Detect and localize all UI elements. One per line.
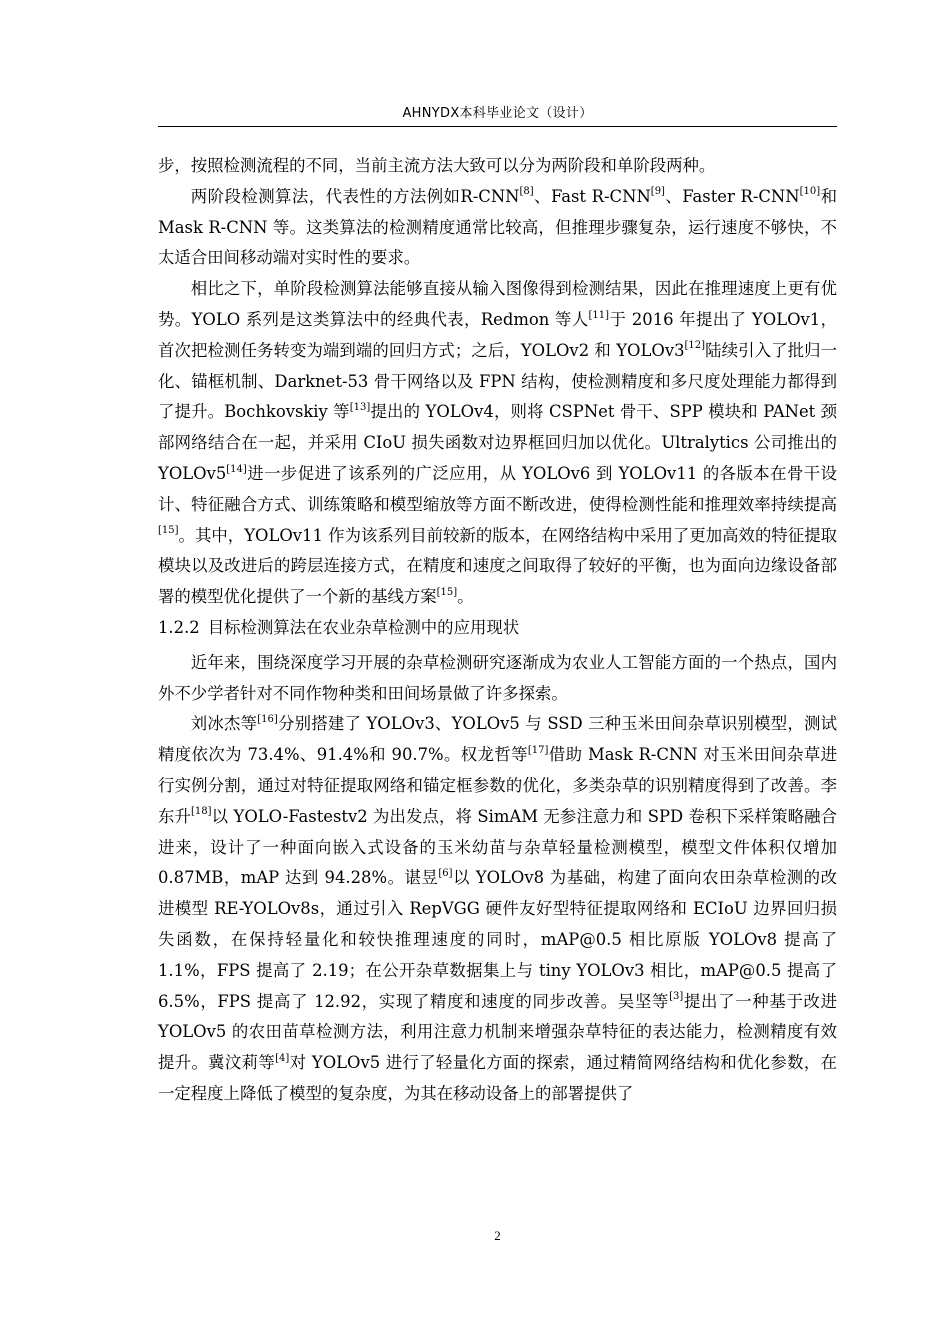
paragraph-text: 借助 Mask R-CNN 对玉米田间杂草进行实例分割，通过对特征提取网络和锚定框参数的优化，多类杂草的识别精度得到了改善。李东升 — [158, 745, 837, 826]
citation: [15] — [436, 586, 458, 598]
citation: [9] — [650, 186, 665, 198]
citation: [8] — [519, 186, 534, 198]
running-header: AHNYDX本科毕业论文（设计） — [402, 106, 593, 121]
paragraph-intro: 近年来，围绕深度学习开展的杂草检测研究逐渐成为农业人工智能方面的一个热点，国内外不少学者针对不同作物种类和田间场景做了许多探索。 — [158, 652, 837, 703]
citation: [4] — [275, 1052, 290, 1064]
citation: [12] — [684, 340, 706, 352]
paragraph-continuation: 步，按照检测流程的不同，当前主流方法大致可以分为两阶段和单阶段两种。 — [158, 156, 716, 175]
citation: [16] — [257, 713, 278, 725]
citation: [18] — [191, 806, 212, 818]
citation: [14] — [226, 463, 247, 475]
paragraph-text: 相比之下，单阶段检测算法能够直接从输入图像得到检测结果，因此在推理速度上更有优势。YOLO 系列是这类算法中的经典代表，Redmon 等人 — [158, 279, 837, 329]
paragraph-related-work — [158, 709, 837, 1109]
citation: [10] — [799, 186, 821, 198]
section-number: 1.2.2 — [158, 617, 200, 637]
paragraph-text: 、Fast R-CNN — [533, 186, 651, 206]
section-title: 目标检测算法在农业杂草检测中的应用现状 — [207, 617, 520, 637]
paragraph-text: 。其中，YOLOv11 作为该系列目前较新的版本，在网络结构中采用了更加高效的特征提取模块以及改进后的跨层连接方式，在精度和速度之间取得了较好的平衡，也为面向边缘设备部署的模型优化提供了一个新的基线方案 — [158, 525, 837, 607]
paragraph-text: 进一步促进了该系列的广泛应用，从 YOLOv6 到 YOLOv11 的各版本在骨干设计、特征融合方式、训练策略和模型缩放等方面不断改进，使得检测性能和推理效率持续提高 — [158, 463, 837, 514]
paragraph-text: 。 — [457, 587, 474, 607]
citation: [17] — [527, 744, 549, 756]
citation: [11] — [588, 309, 610, 321]
paragraph-text: 两阶段检测算法，代表性的方法例如R-CNN — [190, 186, 520, 206]
paragraph-text: 于 2016 年提出了 YOLOv1，首次把检测任务转变为端到端的回归方式；之后，YOLOv2 和 YOLOv3 — [158, 309, 837, 360]
paragraph-text: 以 YOLOv8 为基础，构建了面向农田杂草检测的改进模型 RE-YOLOv8s，通过引入 RepVGG 硬件友好型特征提取网络和 ECIoU 边界回归损失函数，在保持轻量化和较快推理速度的同时，mAP@0.5 相比原版 YOLOv8 提高了 1.1%，FPS 提高了 2.19；在公开杂草数据集上与 tiny YOLOv3 相比，mAP@0.5 提高了 6.5%，FPS 提高了 12.92，实现了精度和速度的同步改善。吴坚等 — [158, 868, 838, 1011]
citation: [15] — [158, 525, 179, 537]
paragraph-text: 、Faster R-CNN — [664, 186, 800, 206]
paragraph-text: 和 Mask R-CNN 等。这类算法的检测精度通常比较高，但推理步骤复杂，运行速度不够快，不太适合田间移动端对实时性的要求。 — [158, 186, 838, 268]
citation: [3] — [669, 991, 684, 1003]
header-rule — [158, 126, 837, 127]
section-heading — [158, 613, 837, 648]
citation: [6] — [438, 867, 453, 879]
paragraph-text: 刘冰杰等 — [190, 714, 258, 734]
paragraph-single-stage — [158, 274, 837, 613]
paragraph-text: 分别搭建了 YOLOv3、YOLOv5 与 SSD 三种玉米田间杂草识别模型，测试精度依次为 73.4%、91.4%和 90.7%。权龙哲等 — [158, 714, 838, 765]
paragraph-text: 陆续引入了批归一化、锚框机制、Darknet-53 骨干网络以及 FPN 结构，使检测精度和多尺度处理能力都得到了提升。Bochkovskiy 等 — [158, 340, 837, 422]
citation: [13] — [349, 401, 371, 413]
paragraph-text: 提出的 YOLOv4，则将 CSPNet 骨干、SPP 模块和 PANet 颈部网络结合在一起，并采用 CIoU 损失函数对边界框回归加以优化。Ultralytics 公司推出的 YOLOv5 — [158, 402, 838, 483]
paragraph-text: 对 YOLOv5 进行了轻量化方面的探索，通过精简网络结构和优化参数，在一定程度上降低了模型的复杂度，为其在移动设备上的部署提供了 — [158, 1053, 837, 1103]
page-body — [158, 151, 837, 1110]
paragraph-text: 提出了一种基于改进 YOLOv5 的农田苗草检测方法，利用注意力机制来增强杂草特征的表达能力，检测精度有效提升。冀汶莉等 — [158, 991, 837, 1073]
page-number: 2 — [494, 1228, 501, 1243]
paragraph-two-stage — [158, 182, 837, 274]
paragraph-text: 以 YOLO-Fastestv2 为出发点，将 SimAM 无参注意力和 SPD 卷积下采样策略融合进来，设计了一种面向嵌入式设备的玉米幼苗与杂草轻量检测模型，模型文件体积仅增加 0.87MB，mAP 达到 94.28%。谌昱 — [158, 806, 837, 888]
